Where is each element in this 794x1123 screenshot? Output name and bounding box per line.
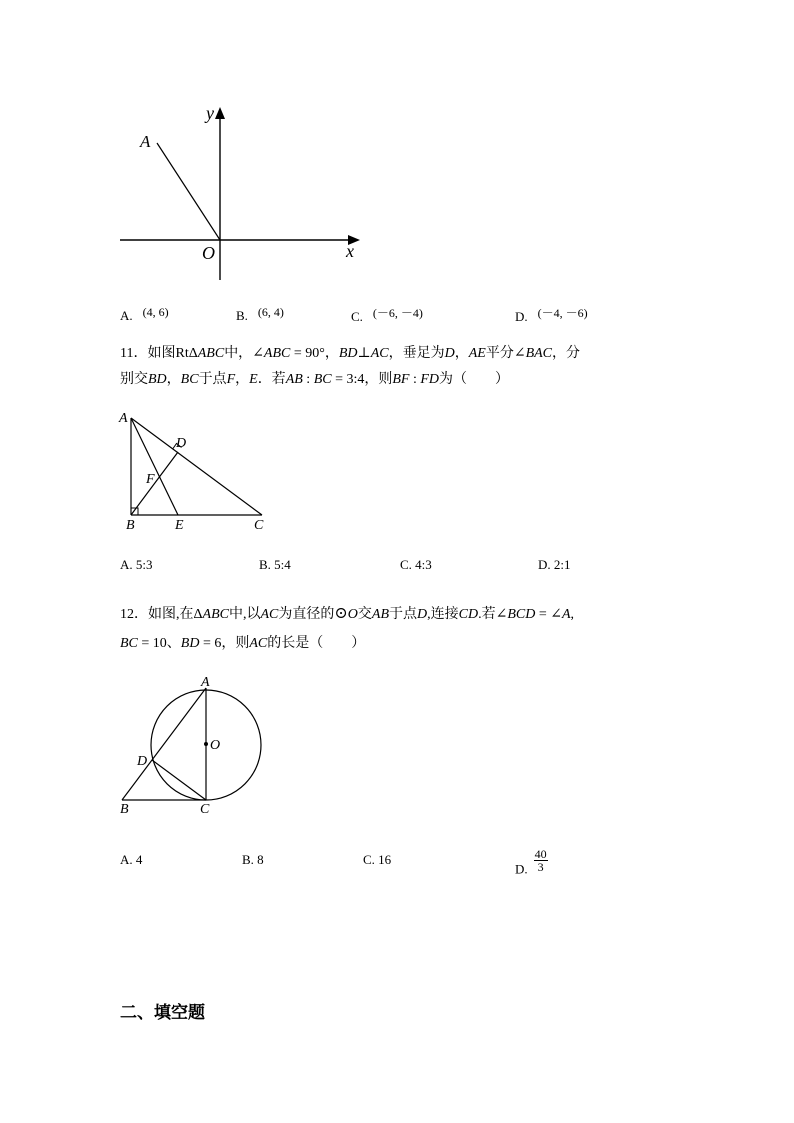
q11-stem-line2 (120, 367, 509, 393)
q12-math: O (347, 607, 358, 622)
q12-text: = 6，则 (199, 636, 250, 651)
q11-math: F (226, 372, 236, 387)
point-e-label: E (175, 518, 184, 533)
q11-math: BC (180, 372, 199, 387)
q12-option-d[interactable] (515, 847, 548, 883)
point-c-label: C (200, 802, 210, 817)
q12-math: ABC (202, 607, 229, 622)
q11-text: ∠ (252, 346, 264, 361)
option-letter: D. (515, 309, 528, 324)
q11-text: ， (454, 346, 469, 361)
q11-math: BD (338, 346, 358, 361)
q10-option-a[interactable] (120, 305, 169, 324)
q12-math: A (561, 607, 571, 622)
q11-text: ，垂足为 (388, 346, 445, 361)
segment-ab (122, 688, 206, 800)
q10-option-c[interactable] (351, 308, 423, 325)
fraction-numerator: 40 (534, 847, 547, 861)
q11-math: AC (370, 346, 389, 361)
q12-text: , (570, 607, 575, 622)
q12-math: BCD (507, 607, 536, 622)
segment-ae (131, 418, 178, 515)
q12-text: Δ (193, 607, 203, 622)
point-a-label: A (119, 411, 128, 426)
q12-math: BD (180, 636, 200, 651)
point-d-label: D (176, 436, 187, 451)
option-letter: A. (120, 308, 133, 323)
point-a-label: A (201, 675, 210, 690)
point-b-label: B (126, 518, 135, 533)
q11-math: BC (313, 372, 332, 387)
point-b-label: B (120, 802, 129, 817)
q12-text: = 10、 (137, 636, 181, 651)
q11-math: AE (468, 346, 486, 361)
q12-stem-line1 (120, 601, 574, 628)
point-o-label: O (210, 738, 221, 753)
q11-option-c[interactable] (400, 557, 432, 573)
q11-text: ，分 (552, 346, 581, 361)
q12-option-a[interactable] (120, 852, 142, 868)
q11-text: : (302, 372, 314, 387)
option-value: 2:1 (553, 557, 571, 572)
q12-text: .若 (478, 607, 496, 622)
q11-math: BAC (525, 346, 553, 361)
q11-text: Δ (188, 346, 198, 361)
option-letter: C. (363, 852, 375, 867)
q12-text: 的长是（ ） (267, 636, 366, 651)
point-d-label: D (137, 754, 148, 769)
option-letter: B. (236, 308, 248, 323)
q12-math: BC (120, 636, 138, 651)
q11-math: AB (285, 372, 303, 387)
q12-option-b[interactable] (242, 852, 264, 868)
q11-text: = 90°， (290, 346, 339, 361)
q11-text: 中， (224, 346, 253, 361)
q11-option-d[interactable] (538, 557, 571, 573)
q12-text: 交 (357, 607, 372, 622)
q12-text: ∠ (495, 607, 508, 622)
option-letter: A. (120, 557, 133, 572)
option-letter: C. (400, 557, 412, 572)
q12-figure (112, 672, 277, 822)
q11-text: ， (166, 372, 181, 387)
q10-option-b[interactable] (236, 305, 284, 324)
option-value: 8 (257, 852, 264, 867)
q11-text: ．若 (257, 372, 286, 387)
q11-text: = 3:4，则 (331, 372, 393, 387)
q11-text: : (409, 372, 421, 387)
option-value: (6, 4) (257, 305, 284, 319)
q12-text: 12．如图,在 (120, 607, 194, 622)
q11-option-b[interactable] (259, 557, 291, 573)
fraction-denominator: 3 (537, 860, 544, 874)
point-f-label: F (146, 472, 155, 487)
circle-dot-symbol: ⊙ (334, 605, 348, 622)
q12-stem-line2 (120, 631, 365, 657)
option-fraction (534, 848, 548, 873)
origin-label: O (202, 243, 215, 263)
q11-math: ABC (197, 346, 225, 361)
q12-text: 为直径的 (278, 607, 335, 622)
q12-math: AC (260, 607, 279, 622)
q11-math: ABC (263, 346, 291, 361)
option-letter: A. (120, 852, 133, 867)
option-letter: C. (351, 309, 363, 324)
q11-stem-line1 (120, 341, 580, 367)
point-c-label: C (254, 518, 264, 533)
q12-text: ,连接 (427, 607, 459, 622)
ray-oa (157, 143, 220, 240)
q11-text: 平分 (485, 346, 514, 361)
q11-math: BF (392, 372, 410, 387)
q12-math: D (417, 607, 428, 622)
y-axis-arrow (215, 107, 225, 119)
q11-text: ∠ (513, 346, 526, 361)
q11-text: 11．如图Rt (120, 346, 189, 361)
q11-text: 别交 (120, 372, 148, 387)
q11-figure (112, 405, 282, 535)
q12-text: 于点 (389, 607, 417, 622)
q12-math: AB (371, 607, 389, 622)
option-value: 4 (135, 852, 143, 867)
option-value: (－6, －4) (372, 306, 423, 320)
q12-math: AC (249, 636, 268, 651)
section-title: 二、填空题 (120, 1003, 205, 1023)
q12-option-c[interactable] (363, 852, 391, 868)
option-value: 5:3 (135, 557, 153, 572)
q12-math: CD (458, 607, 479, 622)
option-letter: D. (538, 557, 551, 572)
segment-ac (131, 418, 262, 515)
option-value: (4, 6) (142, 305, 169, 319)
q11-text: 于点 (198, 372, 227, 387)
q11-text: 为（ ） (439, 372, 510, 387)
option-value: 4:3 (415, 557, 432, 572)
option-letter: D. (515, 861, 528, 877)
option-letter: B. (259, 557, 271, 572)
point-a-label: A (140, 132, 151, 151)
center-point-o (204, 742, 208, 746)
option-value: 5:4 (274, 557, 291, 572)
q11-math: D (444, 346, 455, 361)
q12-text: 中,以 (228, 607, 261, 622)
y-axis-label: y (206, 103, 214, 123)
q10-figure (110, 95, 380, 290)
option-value: 16 (378, 852, 392, 867)
q11-option-a[interactable] (120, 557, 153, 573)
segment-cd (152, 760, 206, 800)
q11-math: E (249, 372, 258, 387)
q11-math: FD (420, 372, 440, 387)
q12-text: = ∠ (535, 607, 562, 622)
x-axis-label: x (346, 241, 354, 261)
q11-text: ⊥ (357, 346, 371, 361)
q11-math: BD (148, 372, 167, 387)
q11-text: ， (235, 372, 250, 387)
option-value: (－4, －6) (537, 306, 588, 320)
option-letter: B. (242, 852, 254, 867)
q10-option-d[interactable] (515, 308, 588, 325)
